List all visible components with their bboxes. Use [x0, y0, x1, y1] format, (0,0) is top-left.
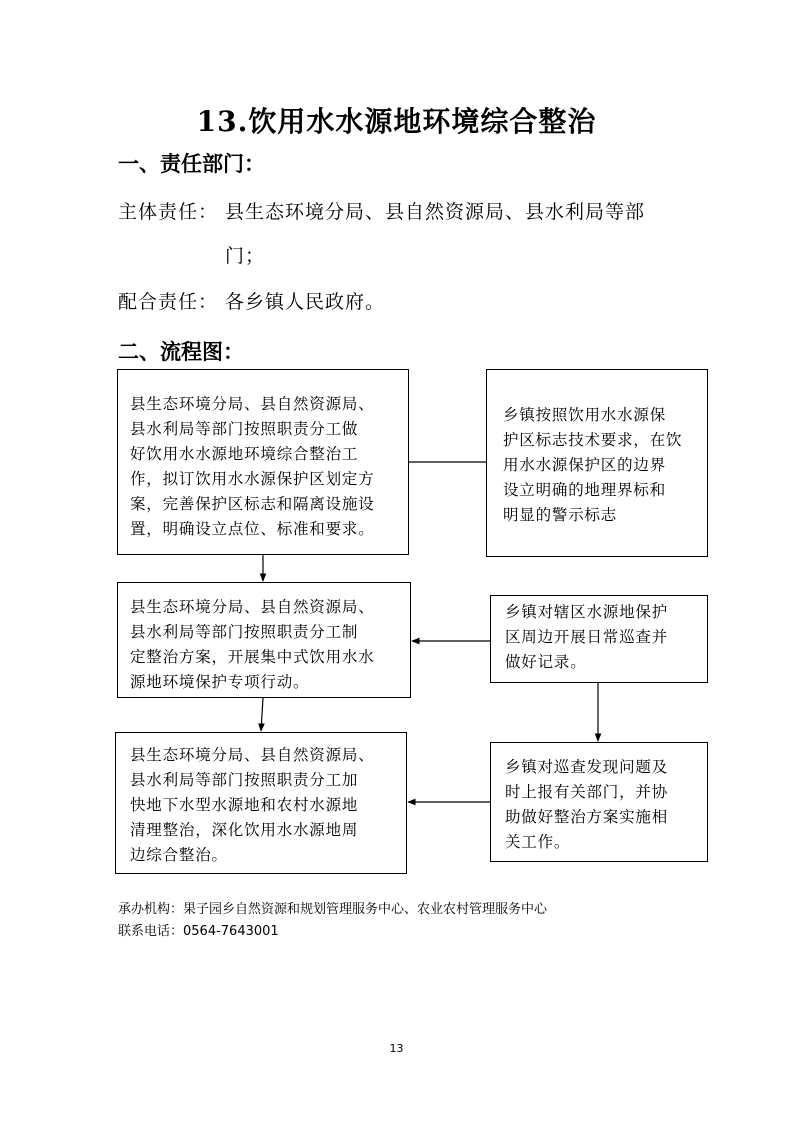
footer-phone: 联系电话：0564-7643001	[118, 924, 279, 939]
flow-text-line: 县生态环境分局、县自然资源局、	[130, 598, 375, 616]
flow-text-line: 区周边开展日常巡查并	[505, 628, 669, 646]
flow-text-line: 设立明确的地理界标和	[503, 481, 667, 499]
flow-text-line: 用水水源保护区的边界	[503, 456, 667, 474]
footer-org: 承办机构：果子园乡自然资源和规划管理服务中心、农业农村管理服务中心	[118, 902, 548, 917]
flow-text-line: 县水利局等部门按照职责分工加	[130, 771, 359, 789]
flow-text-line: 做好记录。	[505, 653, 587, 671]
flow-text-line: 助做好整治方案实施相	[505, 808, 669, 826]
flow-text-line: 快地下水型水源地和农村水源地	[130, 796, 359, 814]
flow-text-line: 关工作。	[505, 833, 571, 851]
flow-text-line: 县生态环境分局、县自然资源局、	[130, 746, 375, 764]
section1-heading: 一、责任部门：	[118, 152, 265, 176]
main-responsibility-line2: 门；	[225, 245, 266, 267]
flow-text-line: 定整治方案，开展集中式饮用水水	[130, 648, 375, 666]
flow-text-line: 源地环境保护专项行动。	[130, 673, 310, 691]
assist-responsibility-text: 各乡镇人民政府。	[225, 291, 386, 313]
flow-text-line: 护区标志技术要求，在饮	[503, 431, 683, 449]
flow-text-line: 县生态环境分局、县自然资源局、	[130, 395, 375, 413]
flow-text-line: 县水利局等部门按照职责分工做	[130, 420, 359, 438]
assist-responsibility-label: 配合责任：	[118, 291, 219, 313]
page-number: 13	[389, 1042, 404, 1055]
flow-text-line: 乡镇对辖区水源地保护	[505, 603, 669, 621]
flow-text-line: 案，完善保护区标志和隔离设施设	[130, 495, 375, 513]
flow-text-line: 好饮用水水源地环境综合整治工	[130, 445, 359, 463]
main-responsibility-label: 主体责任：	[118, 201, 219, 223]
flow-text-line: 置，明确设立点位、标准和要求。	[130, 520, 375, 538]
flow-text-line: 作，拟订饮用水水源保护区划定方	[130, 470, 375, 488]
section2-heading: 二、流程图：	[118, 340, 244, 364]
main-responsibility-line1: 县生态环境分局、县自然资源局、县水利局等部	[225, 201, 646, 223]
flow-text-line: 清理整治，深化饮用水水源地周	[130, 821, 359, 839]
page-title: 13.饮用水水源地环境综合整治	[196, 105, 597, 138]
flow-text-line: 时上报有关部门，并协	[505, 783, 669, 801]
flow-text-line: 明显的警示标志	[503, 506, 618, 524]
flow-text-line: 乡镇对巡查发现问题及	[505, 758, 669, 776]
arrow-left2-to-left3	[261, 698, 263, 731]
flow-text-line: 县水利局等部门按照职责分工制	[130, 623, 359, 641]
flow-text-line: 乡镇按照饮用水水源保	[503, 406, 667, 424]
flow-text-line: 边综合整治。	[130, 846, 228, 864]
